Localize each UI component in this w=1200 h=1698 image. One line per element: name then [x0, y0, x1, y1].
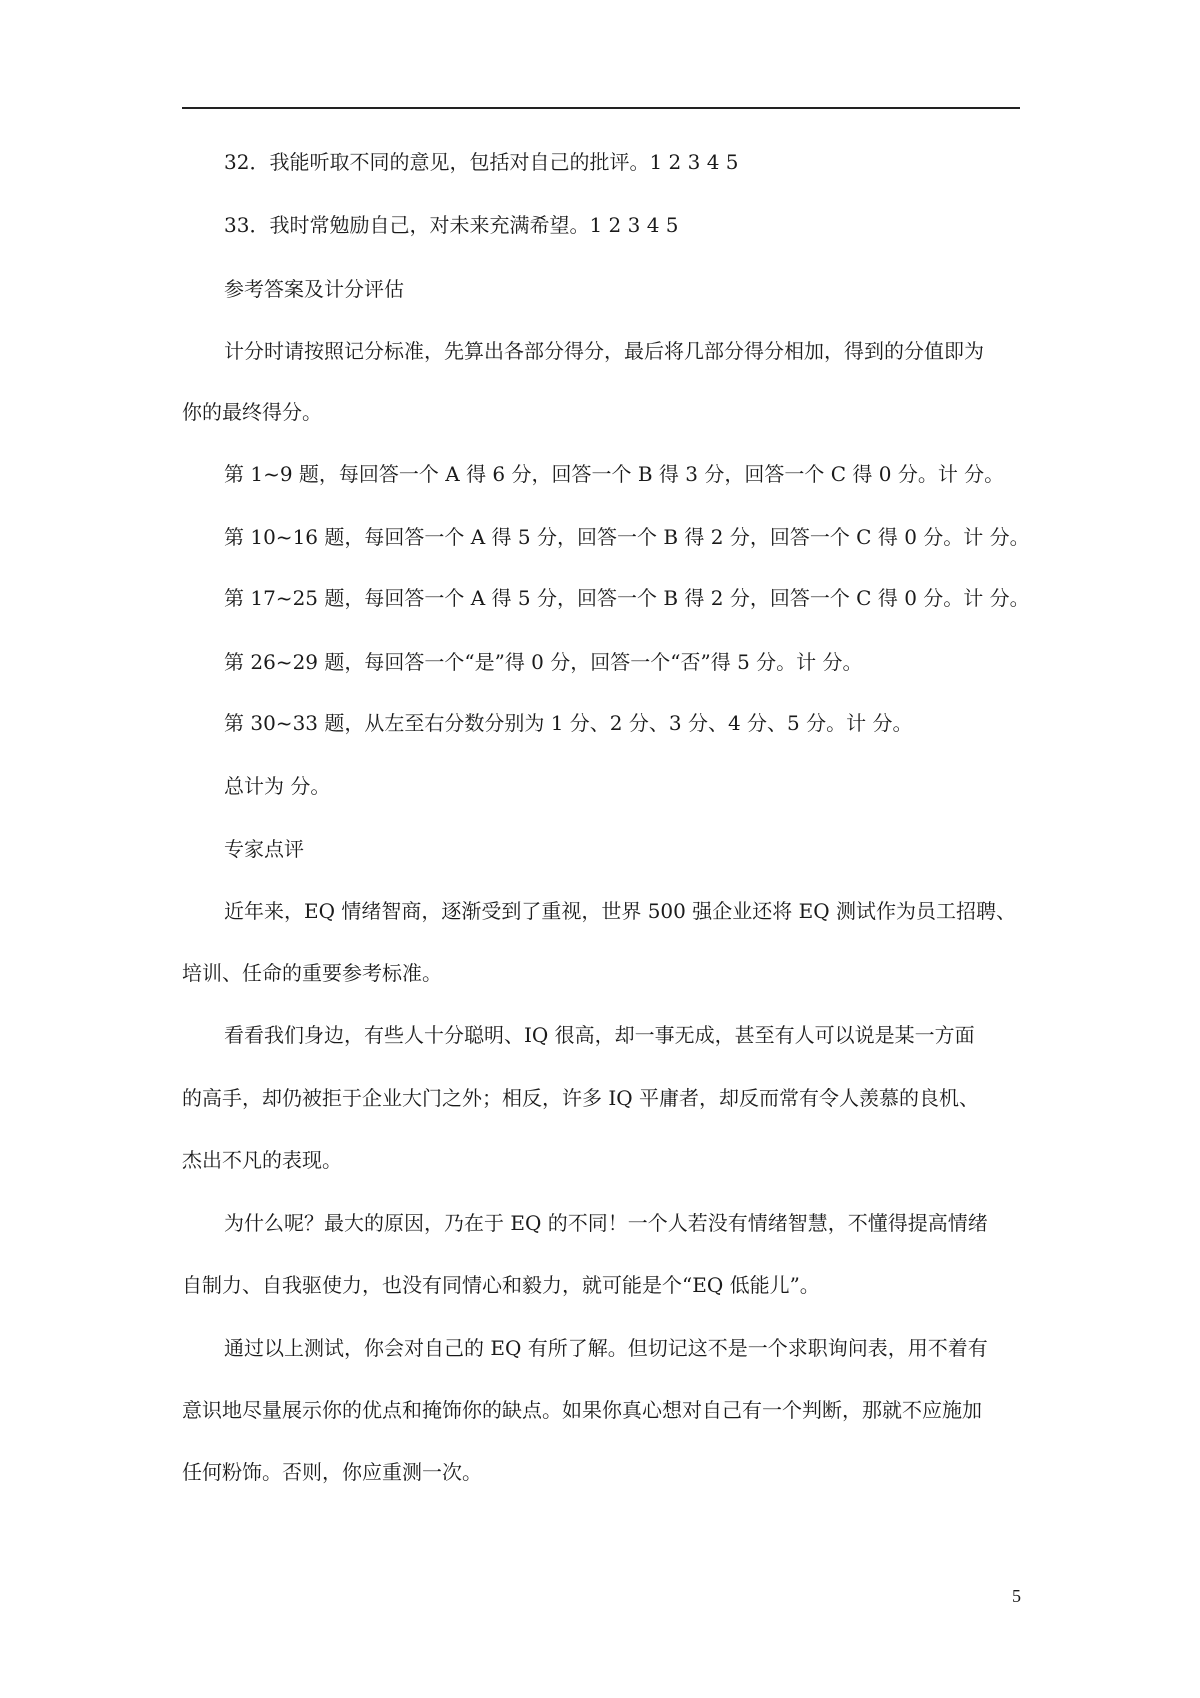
paragraph-3-line-1: 为什么呢？最大的原因，乃在于 EQ 的不同！一个人若没有情绪智慧，不懂得提高情绪 [224, 1211, 988, 1235]
paragraph-2-line-3: 杰出不凡的表现。 [182, 1148, 342, 1172]
paragraph-4-line-3: 任何粉饰。否则，你应重测一次。 [182, 1460, 482, 1484]
page-number: 5 [1012, 1586, 1021, 1606]
scoring-intro: 计分时请按照记分标准，先算出各部分得分，最后将几部分得分相加，得到的分值即为 [224, 339, 984, 363]
paragraph-4-line-2: 意识地尽量展示你的优点和掩饰你的缺点。如果你真心想对自己有一个判断，那就不应施加 [182, 1398, 982, 1422]
scoring-rule-10-16: 第 10~16 题，每回答一个 A 得 5 分，回答一个 B 得 2 分，回答一个 C 得 0 分。计 分。 [224, 525, 1030, 549]
section-heading-answers: 参考答案及计分评估 [224, 277, 404, 301]
paragraph-3-line-2: 自制力、自我驱使力，也没有同情心和毅力，就可能是个“EQ 低能儿”。 [182, 1273, 820, 1297]
scoring-intro-cont: 你的最终得分。 [182, 400, 322, 424]
total-score: 总计为 分。 [224, 774, 331, 798]
scoring-rule-1-9: 第 1~9 题，每回答一个 A 得 6 分，回答一个 B 得 3 分，回答一个 C 得 0 分。计 分。 [224, 462, 1005, 486]
scoring-rule-30-33: 第 30~33 题，从左至右分数分别为 1 分、2 分、3 分、4 分、5 分。计 分。 [224, 711, 913, 735]
paragraph-1-line-1: 近年来，EQ 情绪智商，逐渐受到了重视，世界 500 强企业还将 EQ 测试作为员工招聘、 [224, 899, 1016, 923]
scoring-rule-17-25: 第 17~25 题，每回答一个 A 得 5 分，回答一个 B 得 2 分，回答一个 C 得 0 分。计 分。 [224, 586, 1030, 610]
question-33: 33．我时常勉励自己，对未来充满希望。1 2 3 4 5 [224, 213, 679, 237]
header-rule [182, 107, 1020, 109]
paragraph-4-line-1: 通过以上测试，你会对自己的 EQ 有所了解。但切记这不是一个求职询问表，用不着有 [224, 1336, 988, 1360]
question-32: 32．我能听取不同的意见，包括对自己的批评。1 2 3 4 5 [224, 150, 739, 174]
section-heading-expert: 专家点评 [224, 837, 304, 861]
scoring-rule-26-29: 第 26~29 题，每回答一个“是”得 0 分，回答一个“否”得 5 分。计 分。 [224, 650, 863, 674]
paragraph-2-line-2: 的高手，却仍被拒于企业大门之外；相反，许多 IQ 平庸者，却反而常有令人羡慕的良机、 [182, 1086, 980, 1110]
paragraph-1-line-2: 培训、任命的重要参考标准。 [182, 961, 442, 985]
paragraph-2-line-1: 看看我们身边，有些人十分聪明、IQ 很高，却一事无成，甚至有人可以说是某一方面 [224, 1023, 975, 1047]
